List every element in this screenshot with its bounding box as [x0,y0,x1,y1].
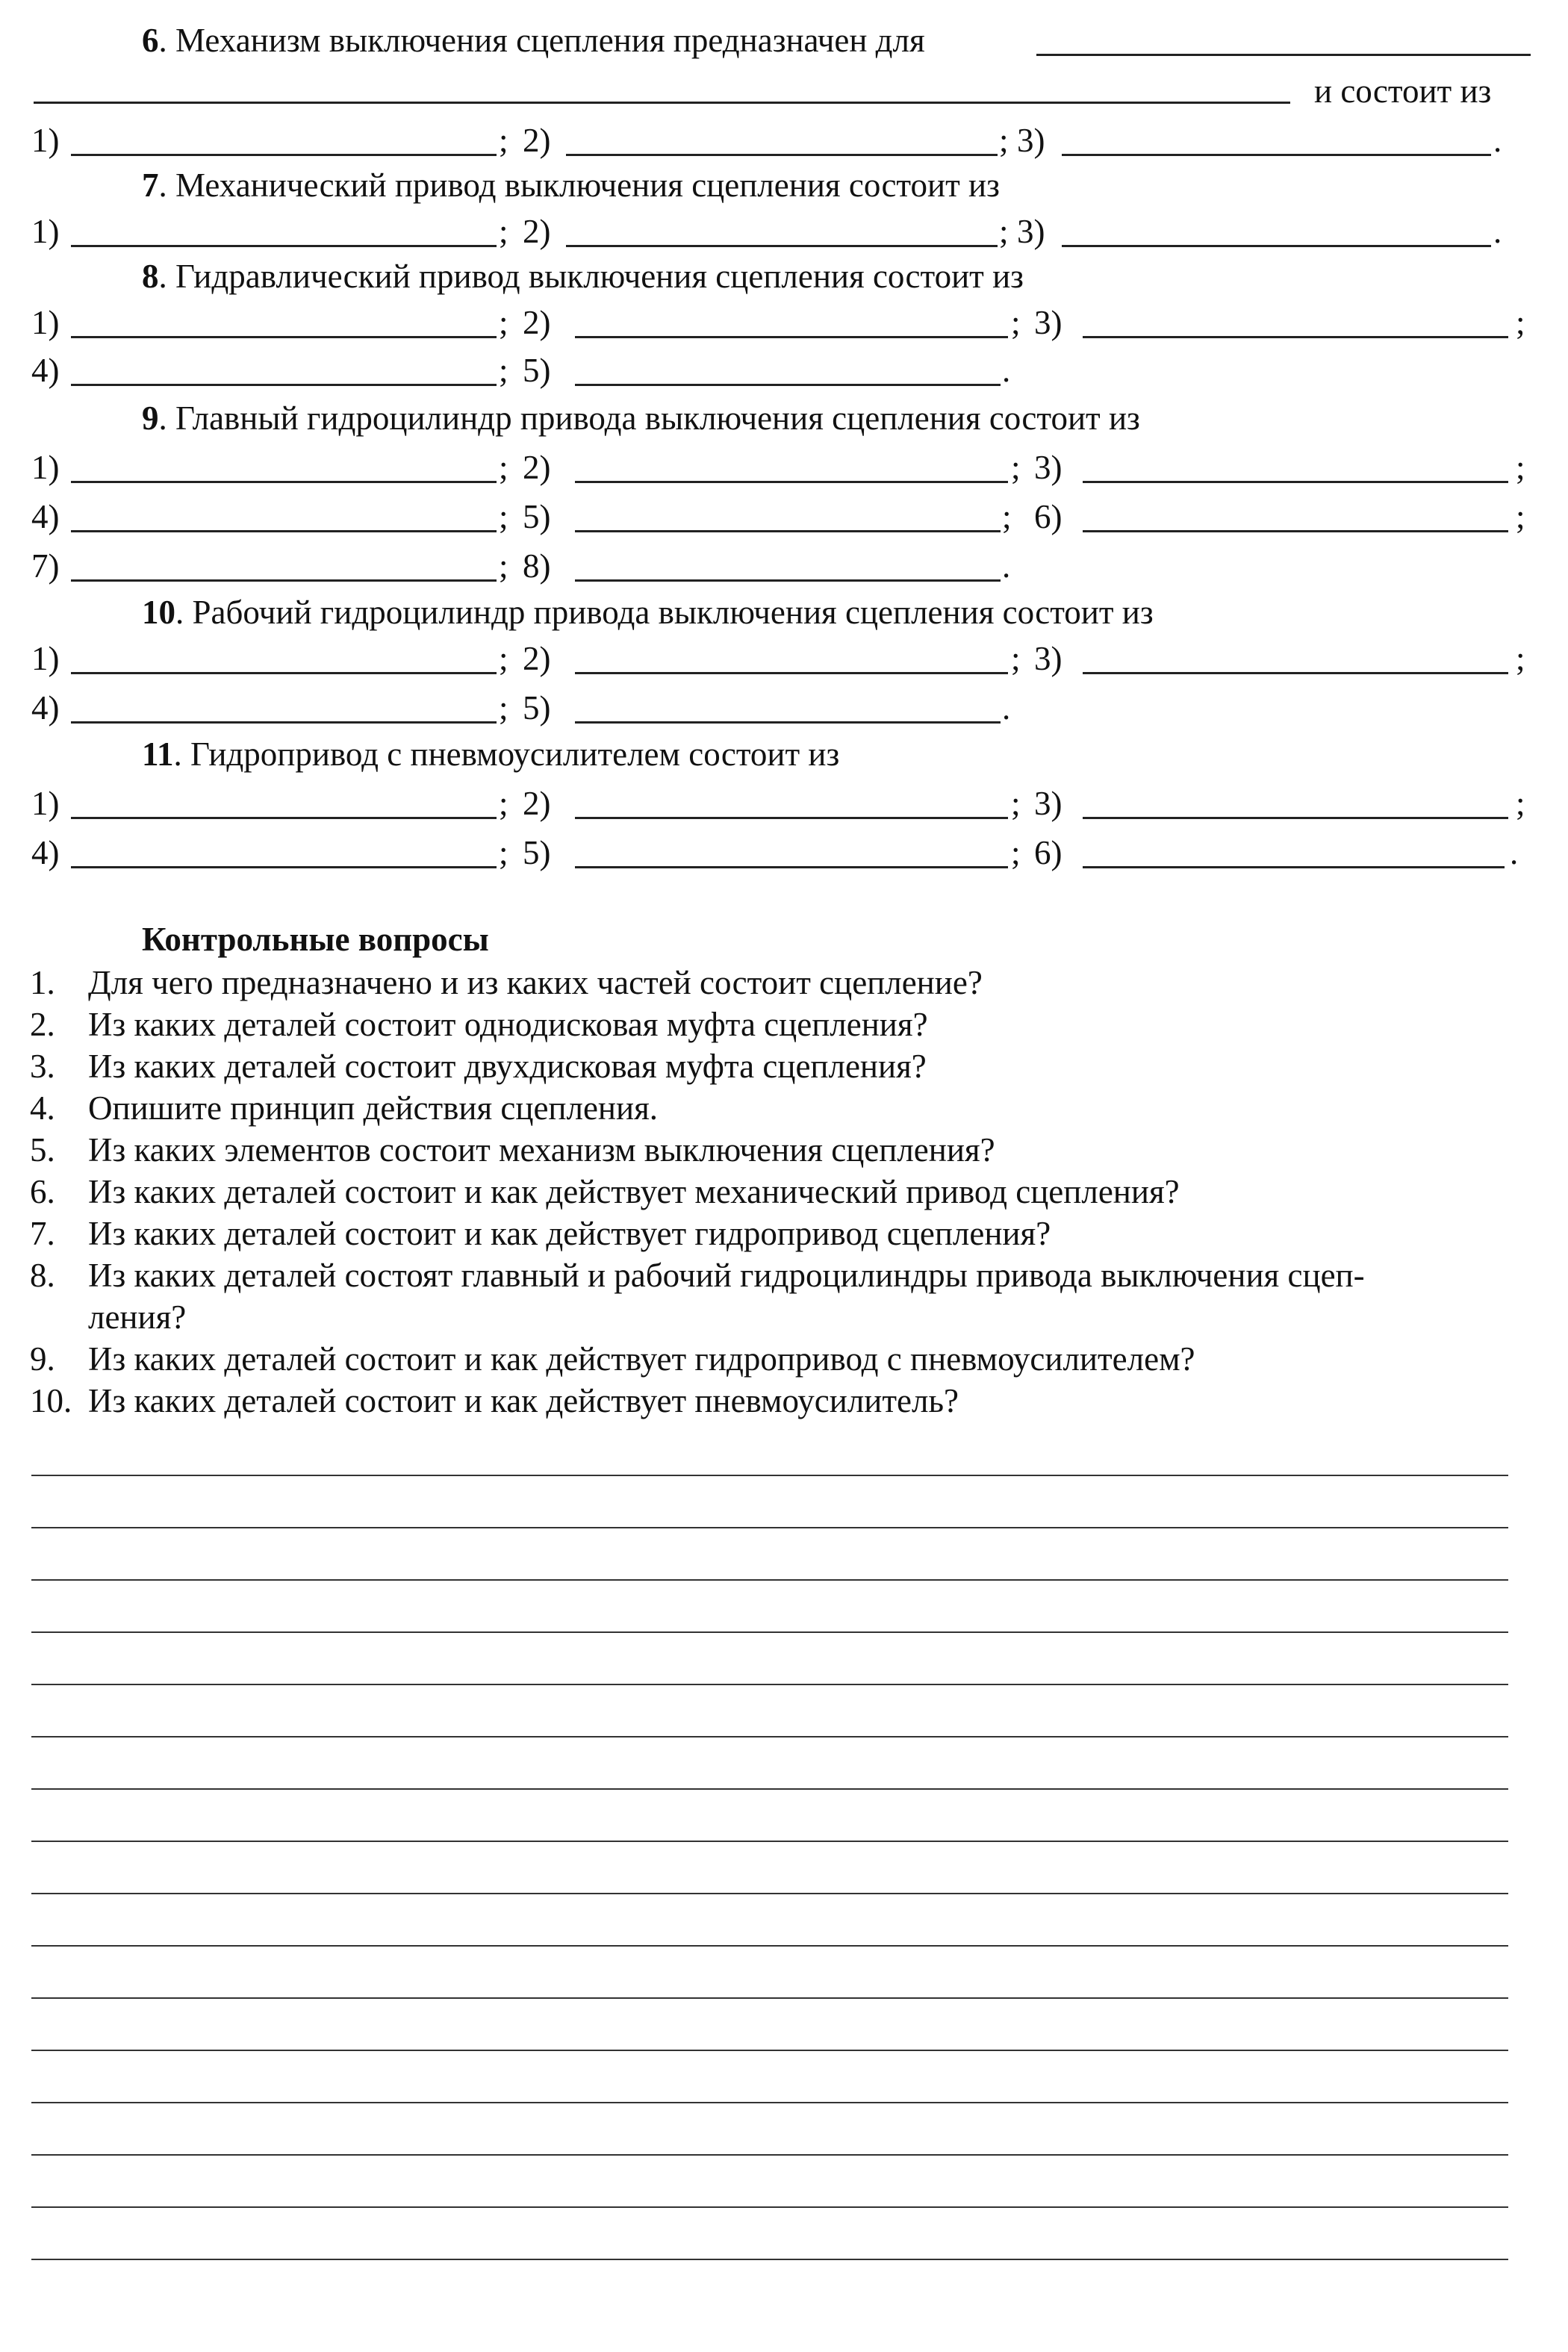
item-10-blank-4[interactable] [71,721,497,724]
control-question-1-text: Для чего предназначено и из каких частей состоит сцепление? [88,964,983,1001]
item-11-blank-1[interactable] [71,817,497,819]
item-9-blank-2[interactable] [575,481,1008,483]
item-11-blank-6[interactable] [1083,866,1505,868]
item-6-label-3: 3) [1017,122,1045,159]
item-9-sep-6: ; [1516,498,1525,535]
item-9-heading [142,399,1140,437]
item-9-label-8: 8) [523,547,551,585]
item-9-sep-5: ; [1002,498,1012,535]
control-question-9-number: 9. [30,1340,55,1378]
answer-line[interactable] [31,1736,1508,1737]
item-6-end: . [1493,122,1502,159]
item-7-label-2: 2) [523,213,551,250]
item-7-blank-3[interactable] [1062,245,1491,247]
item-11-label-6: 6) [1034,834,1063,871]
item-9-label-7: 7) [31,547,60,585]
control-question-6-text: Из каких деталей состоит и как действует механический привод сцепления? [88,1173,1180,1210]
item-6-heading [142,24,925,57]
item-6-label-2: 2) [523,122,551,159]
item-9-label-1: 1) [31,449,60,486]
control-question-4-number: 4. [30,1089,55,1127]
control-question-7-text: Из каких деталей состоит и как действует гидропривод сцепления? [88,1215,1051,1252]
control-question-10-text: Из каких деталей состоит и как действует пневмоусилитель? [88,1382,959,1419]
item-8-blank-4[interactable] [71,384,497,386]
item-9-label-4: 4) [31,498,60,535]
item-8-blank-1[interactable] [71,336,497,338]
item-10-sep-1: ; [499,640,508,677]
item-6-label-1: 1) [31,122,60,159]
item-7-blank-1[interactable] [71,245,497,247]
control-question-8-text: Из каких деталей состоят главный и рабочий гидроцилиндры привода выключения сцеп- [88,1257,1365,1294]
item-11-sep-3: ; [1516,785,1525,822]
item-7-label-1: 1) [31,213,60,250]
control-question-9-text: Из каких деталей состоит и как действует гидропривод с пневмоусилителем? [88,1340,1195,1378]
item-9-number: 9 [142,399,159,437]
control-question-5-number: 5. [30,1131,55,1169]
item-9-sep-3: ; [1516,449,1525,486]
item-9-blank-7[interactable] [71,579,497,582]
control-question-3-text: Из каких деталей состоит двухдисковая муфта сцепления? [88,1048,927,1085]
item-6-blank-3[interactable] [1062,154,1491,156]
control-questions-title: Контрольные вопросы [142,921,489,958]
item-6-purpose-blank[interactable] [1036,54,1531,56]
control-question-10-number: 10. [30,1382,72,1419]
item-8-label-1: 1) [31,304,60,341]
control-question-5-text: Из каких элементов состоит механизм выключения сцепления? [88,1131,995,1169]
item-8-blank-5[interactable] [575,384,1001,386]
item-6-blank-2[interactable] [566,154,998,156]
control-question-8-number: 8. [30,1257,55,1294]
item-7-label-3: 3) [1017,213,1045,250]
item-10-label-1: 1) [31,640,60,677]
item-9-blank-8[interactable] [575,579,1001,582]
item-11-label-5: 5) [523,834,551,871]
item-6-text: . Механизм выключения сцепления предназначен для [158,22,925,59]
item-6-continuation: и состоит из [1314,72,1492,110]
answer-line[interactable] [31,2259,1508,2260]
item-9-blank-4[interactable] [71,530,497,532]
answer-line[interactable] [31,1475,1508,1476]
item-11-sep-1: ; [499,785,508,822]
control-question-8-text-continued: ления? [88,1298,187,1336]
item-11-blank-4[interactable] [71,866,497,868]
item-10-blank-1[interactable] [71,672,497,674]
item-9-blank-6[interactable] [1083,530,1508,532]
item-8-blank-3[interactable] [1083,336,1508,338]
control-question-2-text: Из каких деталей состоит однодисковая муфта сцепления? [88,1006,928,1043]
item-11-text: . Гидропривод с пневмоусилителем состоит из [173,735,840,773]
item-11-blank-5[interactable] [575,866,1008,868]
item-8-sep-4: ; [499,352,508,389]
item-10-end: . [1002,689,1011,727]
item-11-heading [142,735,840,773]
item-7-heading [142,169,1000,202]
control-question-2-number: 2. [30,1006,55,1043]
item-10-sep-2: ; [1011,640,1021,677]
item-10-blank-5[interactable] [575,721,1001,724]
item-9-blank-3[interactable] [1083,481,1508,483]
control-question-3-number: 3. [30,1048,55,1085]
item-10-sep-4: ; [499,689,508,727]
item-8-end: . [1002,352,1011,389]
item-7-text: . Механический привод выключения сцепления состоит из [158,167,1000,204]
item-9-blank-5[interactable] [575,530,1001,532]
answer-line[interactable] [31,1684,1508,1685]
item-11-sep-5: ; [1011,834,1021,871]
item-9-label-2: 2) [523,449,551,486]
item-7-end: . [1493,213,1502,250]
item-10-label-5: 5) [523,689,551,727]
answer-line[interactable] [31,2050,1508,2051]
item-11-label-2: 2) [523,785,551,822]
item-11-sep-2: ; [1011,785,1021,822]
item-6-sep-1: ; [499,122,508,159]
item-10-blank-2[interactable] [575,672,1008,674]
answer-line[interactable] [31,1841,1508,1842]
item-11-end: . [1510,834,1519,871]
control-question-6-number: 6. [30,1173,55,1210]
item-6-purpose-blank-continued[interactable] [34,102,1290,104]
item-9-text: . Главный гидроцилиндр привода выключения сцепления состоит из [158,399,1140,437]
item-11-blank-2[interactable] [575,817,1008,819]
item-9-sep-4: ; [499,498,508,535]
item-9-label-5: 5) [523,498,551,535]
item-11-label-4: 4) [31,834,60,871]
item-9-sep-1: ; [499,449,508,486]
item-8-label-4: 4) [31,352,60,389]
item-10-label-3: 3) [1034,640,1063,677]
item-10-blank-3[interactable] [1083,672,1508,674]
item-9-sep-7: ; [499,547,508,585]
control-question-1-number: 1. [30,964,55,1001]
answer-line[interactable] [31,1997,1508,1999]
item-8-label-2: 2) [523,304,551,341]
item-9-blank-1[interactable] [71,481,497,483]
answer-line[interactable] [31,1527,1508,1528]
item-10-heading [142,596,1154,629]
answer-line[interactable] [31,2206,1508,2208]
answer-line[interactable] [31,2102,1508,2103]
item-9-label-3: 3) [1034,449,1063,486]
item-7-sep-1: ; [499,213,508,250]
item-11-sep-4: ; [499,834,508,871]
item-9-sep-2: ; [1011,449,1021,486]
item-8-sep-3: ; [1516,304,1525,341]
answer-line[interactable] [31,1945,1508,1947]
item-8-text: . Гидравлический привод выключения сцепления состоит из [158,258,1024,295]
item-8-label-3: 3) [1034,304,1063,341]
answer-line[interactable] [31,1893,1508,1894]
item-8-blank-2[interactable] [575,336,1008,338]
answer-line[interactable] [31,1579,1508,1581]
item-9-label-6: 6) [1034,498,1063,535]
answer-line[interactable] [31,1631,1508,1633]
answer-line[interactable] [31,1788,1508,1790]
item-10-sep-3: ; [1516,640,1525,677]
item-7-blank-2[interactable] [566,245,998,247]
control-question-4-text: Опишите принцип действия сцепления. [88,1089,659,1127]
item-6-number: 6 [142,22,159,59]
answer-line[interactable] [31,2154,1508,2156]
item-10-label-4: 4) [31,689,60,727]
item-10-label-2: 2) [523,640,551,677]
item-6-sep-2: ; [999,122,1009,159]
item-11-number: 11 [142,735,174,773]
item-10-number: 10 [142,594,175,631]
item-8-number: 8 [142,258,159,295]
item-7-sep-2: ; [999,213,1009,250]
item-8-heading [142,260,1024,293]
item-8-label-5: 5) [523,352,551,389]
control-question-7-number: 7. [30,1215,55,1252]
item-11-blank-3[interactable] [1083,817,1508,819]
item-8-sep-2: ; [1011,304,1021,341]
item-11-label-1: 1) [31,785,60,822]
item-11-label-3: 3) [1034,785,1063,822]
item-8-sep-1: ; [499,304,508,341]
item-7-number: 7 [142,167,159,204]
item-9-end: . [1002,547,1011,585]
item-6-blank-1[interactable] [71,154,497,156]
item-10-text: . Рабочий гидроцилиндр привода выключения сцепления состоит из [175,594,1154,631]
